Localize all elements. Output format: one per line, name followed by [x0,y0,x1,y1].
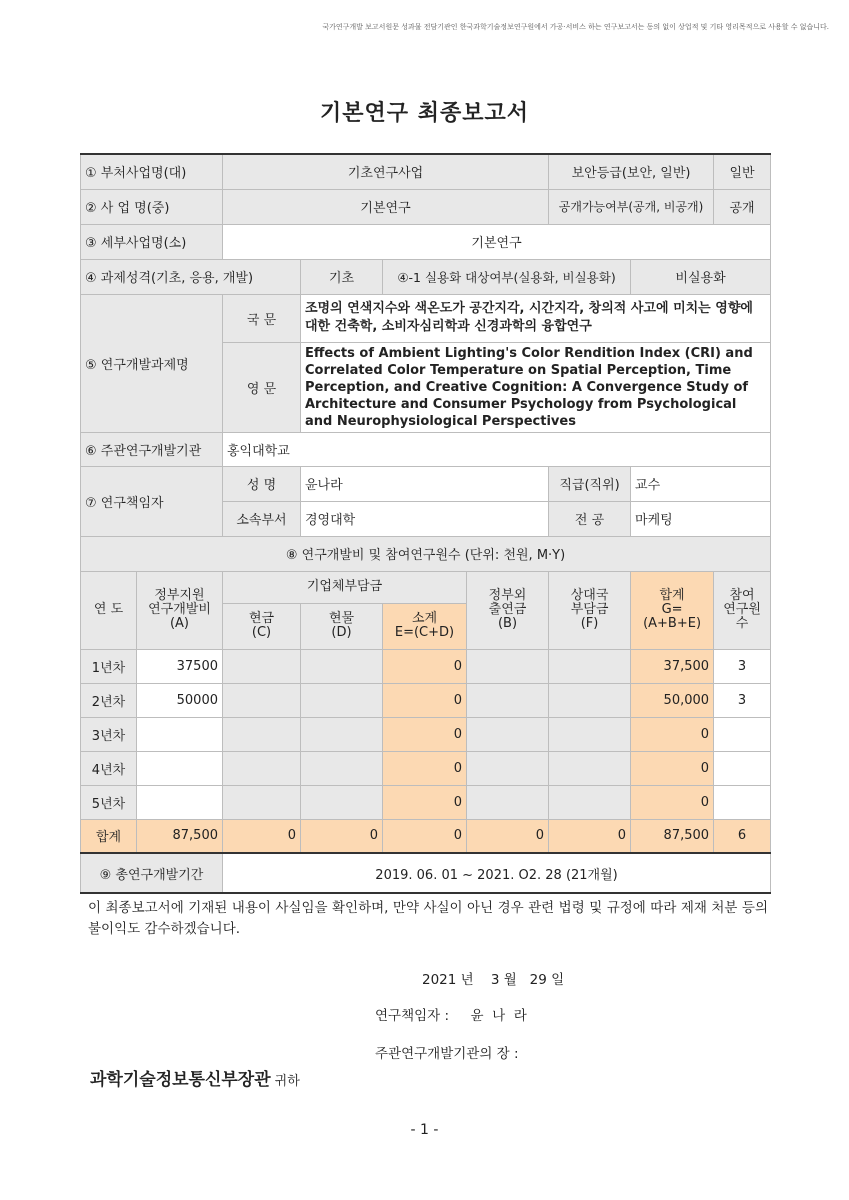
declaration-text: 이 최종보고서에 기재된 내용이 사실임을 확인하며, 만약 사실이 아닌 경우 관련 법령 및 규정에 따라 제재 처분 등의 불이익도 감수하겠습니다. [88,900,768,937]
in-kind-header: 현물 (D) [301,603,383,649]
major-value: 마케팅 [631,501,771,536]
gov-cell: 50000 [137,683,223,717]
security-value: 일반 [714,154,771,189]
nongov-cell [467,649,549,683]
cash-cell [223,683,301,717]
practical-value: 비실용화 [631,259,771,294]
gov-support-header: 정부지원 연구개발비 (A) [137,571,223,649]
institution-value: 홍익대학교 [223,432,771,466]
security-label: 보안등급(보안, 일반) [549,154,714,189]
year-cell: 1년차 [81,649,137,683]
budget-row-year-1 [81,649,771,683]
cash-cell [223,751,301,785]
addressee-name: 과학기술정보통신부장관 [90,1070,271,1090]
researchers-cell [714,717,771,751]
gov-cell [137,751,223,785]
practical-label: ④-1 실용화 대상여부(실용화, 비실용화) [383,259,631,294]
pi-label: ⑦ 연구책임자 [81,466,223,536]
budget-row-year-3 [81,717,771,751]
sum-label: 합계 [81,819,137,853]
report-date: 2021 년 3 월 29 일 [422,972,565,988]
name-value: 윤나라 [301,466,549,501]
nature-value: 기초 [301,259,383,294]
company-contribution-header: 기업체부담금 [223,571,467,603]
sum-total-cell: 87,500 [631,819,714,853]
page-number: - 1 - [410,1122,439,1138]
sum-nongov-cell: 0 [467,819,549,853]
budget-title: ⑧ 연구개발비 및 참여연구원수 (단위: 천원, M·Y) [81,536,771,571]
period-label: ⑨ 총연구개발기간 [81,853,223,893]
researchers-cell [714,785,771,819]
total-cell: 50,000 [631,683,714,717]
nongov-cell [467,683,549,717]
cash-header: 현금 (C) [223,603,301,649]
subtotal-header: 소계 E=(C+D) [383,603,467,649]
year-cell: 4년차 [81,751,137,785]
head-signature-line: 주관연구개발기관의 장 : [375,1046,519,1062]
ministry-value: 기초연구사업 [223,154,549,189]
partner-header: 상대국 부담금 (F) [549,571,631,649]
sum-in-kind-cell: 0 [301,819,383,853]
gov-cell [137,717,223,751]
year-header: 연 도 [81,571,137,649]
nongov-header: 정부외 출연금 (B) [467,571,549,649]
dept-label: 소속부서 [223,501,301,536]
in-kind-cell [301,751,383,785]
name-label: 성 명 [223,466,301,501]
partner-cell [549,717,631,751]
partner-cell [549,683,631,717]
year-cell: 5년차 [81,785,137,819]
english-title-label: 영 문 [223,342,301,432]
nature-label: ④ 과제성격(기초, 응용, 개발) [81,259,301,294]
project-title-label: ⑤ 연구개발과제명 [81,294,223,432]
subtotal-cell: 0 [383,649,467,683]
year-cell: 2년차 [81,683,137,717]
program-value: 기본연구 [223,189,549,224]
cash-cell [223,785,301,819]
total-header: 합계 G=(A+B+E) [631,571,714,649]
partner-cell [549,785,631,819]
researchers-cell: 3 [714,683,771,717]
sum-cash-cell: 0 [223,819,301,853]
budget-sum-row [81,819,771,853]
sum-subtotal-cell: 0 [383,819,467,853]
budget-row-year-2 [81,683,771,717]
page-title: 기본연구 최종보고서 [320,101,529,126]
gov-cell: 37500 [137,649,223,683]
subtotal-cell: 0 [383,751,467,785]
sum-partner-cell: 0 [549,819,631,853]
sum-gov-cell: 87,500 [137,819,223,853]
subprogram-value: 기본연구 [223,224,771,259]
cash-cell [223,717,301,751]
total-cell: 0 [631,717,714,751]
korean-title-label: 국 문 [223,294,301,342]
in-kind-cell [301,683,383,717]
subtotal-cell: 0 [383,683,467,717]
disclosure-value: 공개 [714,189,771,224]
copyright-notice: 국가연구개발 보고서원문 성과물 전담기관인 한국과학기술정보연구원에서 가공·서비스 하는 연구보고서는 동의 없이 상업적 및 기타 영리목적으로 사용할 수 없습니다. [322,23,829,31]
in-kind-cell [301,785,383,819]
nongov-cell [467,751,549,785]
period-value: 2019. 06. 01 ~ 2021. O2. 28 (21개월) [223,853,771,893]
dept-value: 경영대학 [301,501,549,536]
nongov-cell [467,717,549,751]
cash-cell [223,649,301,683]
english-title: Effects of Ambient Lighting's Color Rendition Index (CRI) and Correlated Color Temperature on Spatial Perception, Time Perception, and Creative Cognition: A Convergence Study of Architecture and Consumer Psychology from Psychological and Neurophysiological Perspectives [301,342,771,432]
institution-label: ⑥ 주관연구개발기관 [81,432,223,466]
year-cell: 3년차 [81,717,137,751]
gov-cell [137,785,223,819]
pi-signature-line: 연구책임자 : 윤 나 라 [375,1008,527,1024]
partner-cell [549,649,631,683]
subtotal-cell: 0 [383,717,467,751]
subprogram-label: ③ 세부사업명(소) [81,224,223,259]
position-value: 교수 [631,466,771,501]
partner-cell [549,751,631,785]
nongov-cell [467,785,549,819]
ministry-label: ① 부처사업명(대) [81,154,223,189]
disclosure-label: 공개가능여부(공개, 비공개) [549,189,714,224]
researchers-header: 참여 연구원수 [714,571,771,649]
addressee-suffix: 귀하 [274,1074,300,1089]
korean-title: 조명의 연색지수와 색온도가 공간지각, 시간지각, 창의적 사고에 미치는 영향에 대한 건축학, 소비자심리학과 신경과학의 융합연구 [301,294,771,342]
total-cell: 0 [631,785,714,819]
budget-row-year-4 [81,751,771,785]
researchers-cell: 3 [714,649,771,683]
sum-researchers-cell: 6 [714,819,771,853]
addressee [90,1065,300,1090]
in-kind-cell [301,717,383,751]
report-form-table [80,153,771,894]
total-cell: 0 [631,751,714,785]
budget-row-year-5 [81,785,771,819]
major-label: 전 공 [549,501,631,536]
position-label: 직급(직위) [549,466,631,501]
in-kind-cell [301,649,383,683]
total-cell: 37,500 [631,649,714,683]
subtotal-cell: 0 [383,785,467,819]
program-label: ② 사 업 명(중) [81,189,223,224]
researchers-cell [714,751,771,785]
